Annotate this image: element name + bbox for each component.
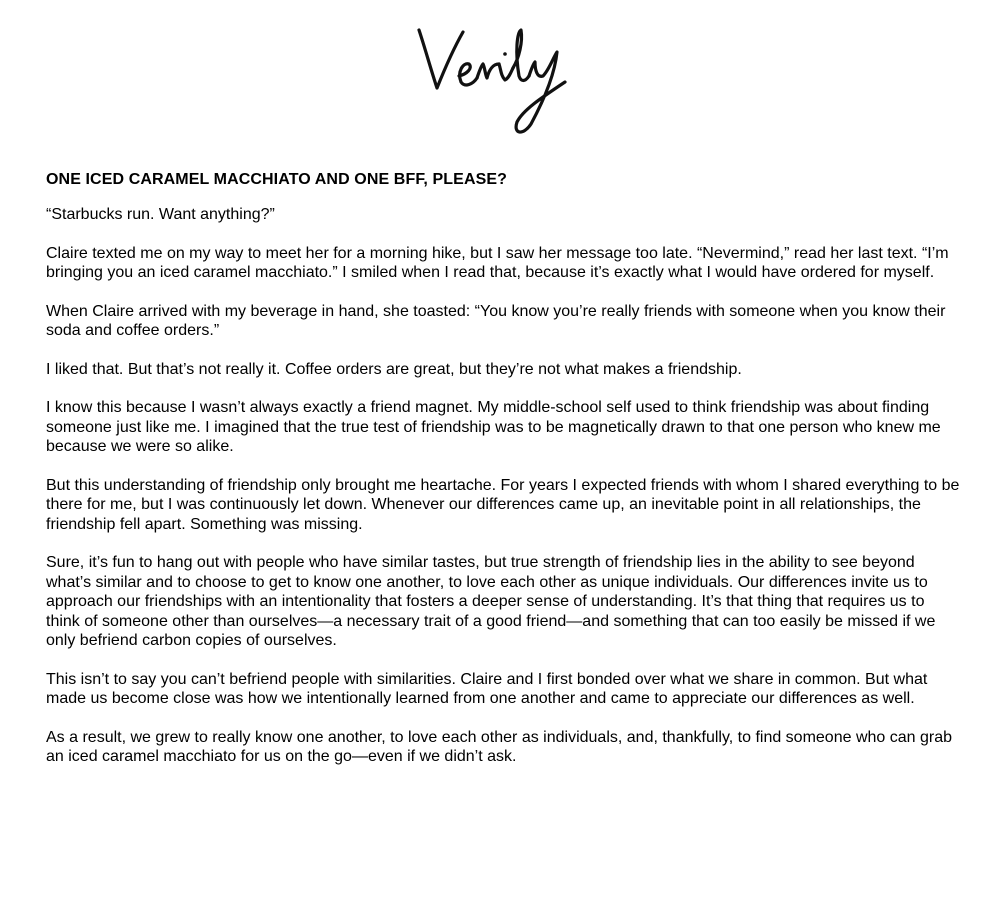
verily-script-logo xyxy=(415,18,585,138)
article-paragraph: I know this because I wasn’t always exactly a friend magnet. My middle-school self used to think friendship was about finding someone just like me. I imagined that the true test of friendship was to be magnetically drawn to that one person who knew me because we were so alike. xyxy=(46,399,941,455)
article-paragraph: When Claire arrived with my beverage in hand, she toasted: “You know you’re really friends with someone when you know their soda and coffee orders.” xyxy=(46,302,946,339)
article-paragraph: As a result, we grew to really know one another, to love each other as individuals, and, thankfully, to find someone who can grab an iced caramel macchiato for us on the go—even if we didn’t ask. xyxy=(46,728,953,765)
article-paragraph: “Starbucks run. Want anything?” xyxy=(46,206,275,223)
article-paragraph: But this understanding of friendship only brought me heartache. For years I expected friends with whom I shared everything to be there for me, but I was continuously let down. Whenever our differences came up, an inevitable point in all relationships, the friendship fell apart. Something was missing. xyxy=(46,476,960,533)
article-paragraph: Sure, it’s fun to hang out with people who have similar tastes, but true strength of friendship lies in the ability to see beyond what’s similar and to choose to get to know one another, to love each other as unique individuals. Our differences invite us to approach our friendships with an intentionality that fosters a deeper sense of understanding. It’s that thing that requires us to think of someone other than ourselves—a necessary trait of a good friend—and something that can too easily be missed if we only befriend carbon copies of ourselves. xyxy=(46,554,936,649)
article-paragraph: Claire texted me on my way to meet her for a morning hike, but I saw her message too late. “Nevermind,” read her last text. “I’m bringing you an iced caramel macchiato.” I smiled when I read that, because it’s exactly what I would have ordered for myself. xyxy=(46,244,949,281)
article-headline: ONE ICED CARAMEL MACCHIATO AND ONE BFF, PLEASE? xyxy=(46,171,508,188)
brand-logo xyxy=(0,18,1000,138)
article-paragraph: I liked that. But that’s not really it. Coffee orders are great, but they’re not what makes a friendship. xyxy=(46,360,742,378)
article-paragraph: This isn’t to say you can’t befriend people with similarities. Claire and I first bonded over what we share in common. But what made us become close was how we intentionally learned from one another and came to appreciate our differences as well. xyxy=(46,670,928,707)
article xyxy=(46,170,961,786)
